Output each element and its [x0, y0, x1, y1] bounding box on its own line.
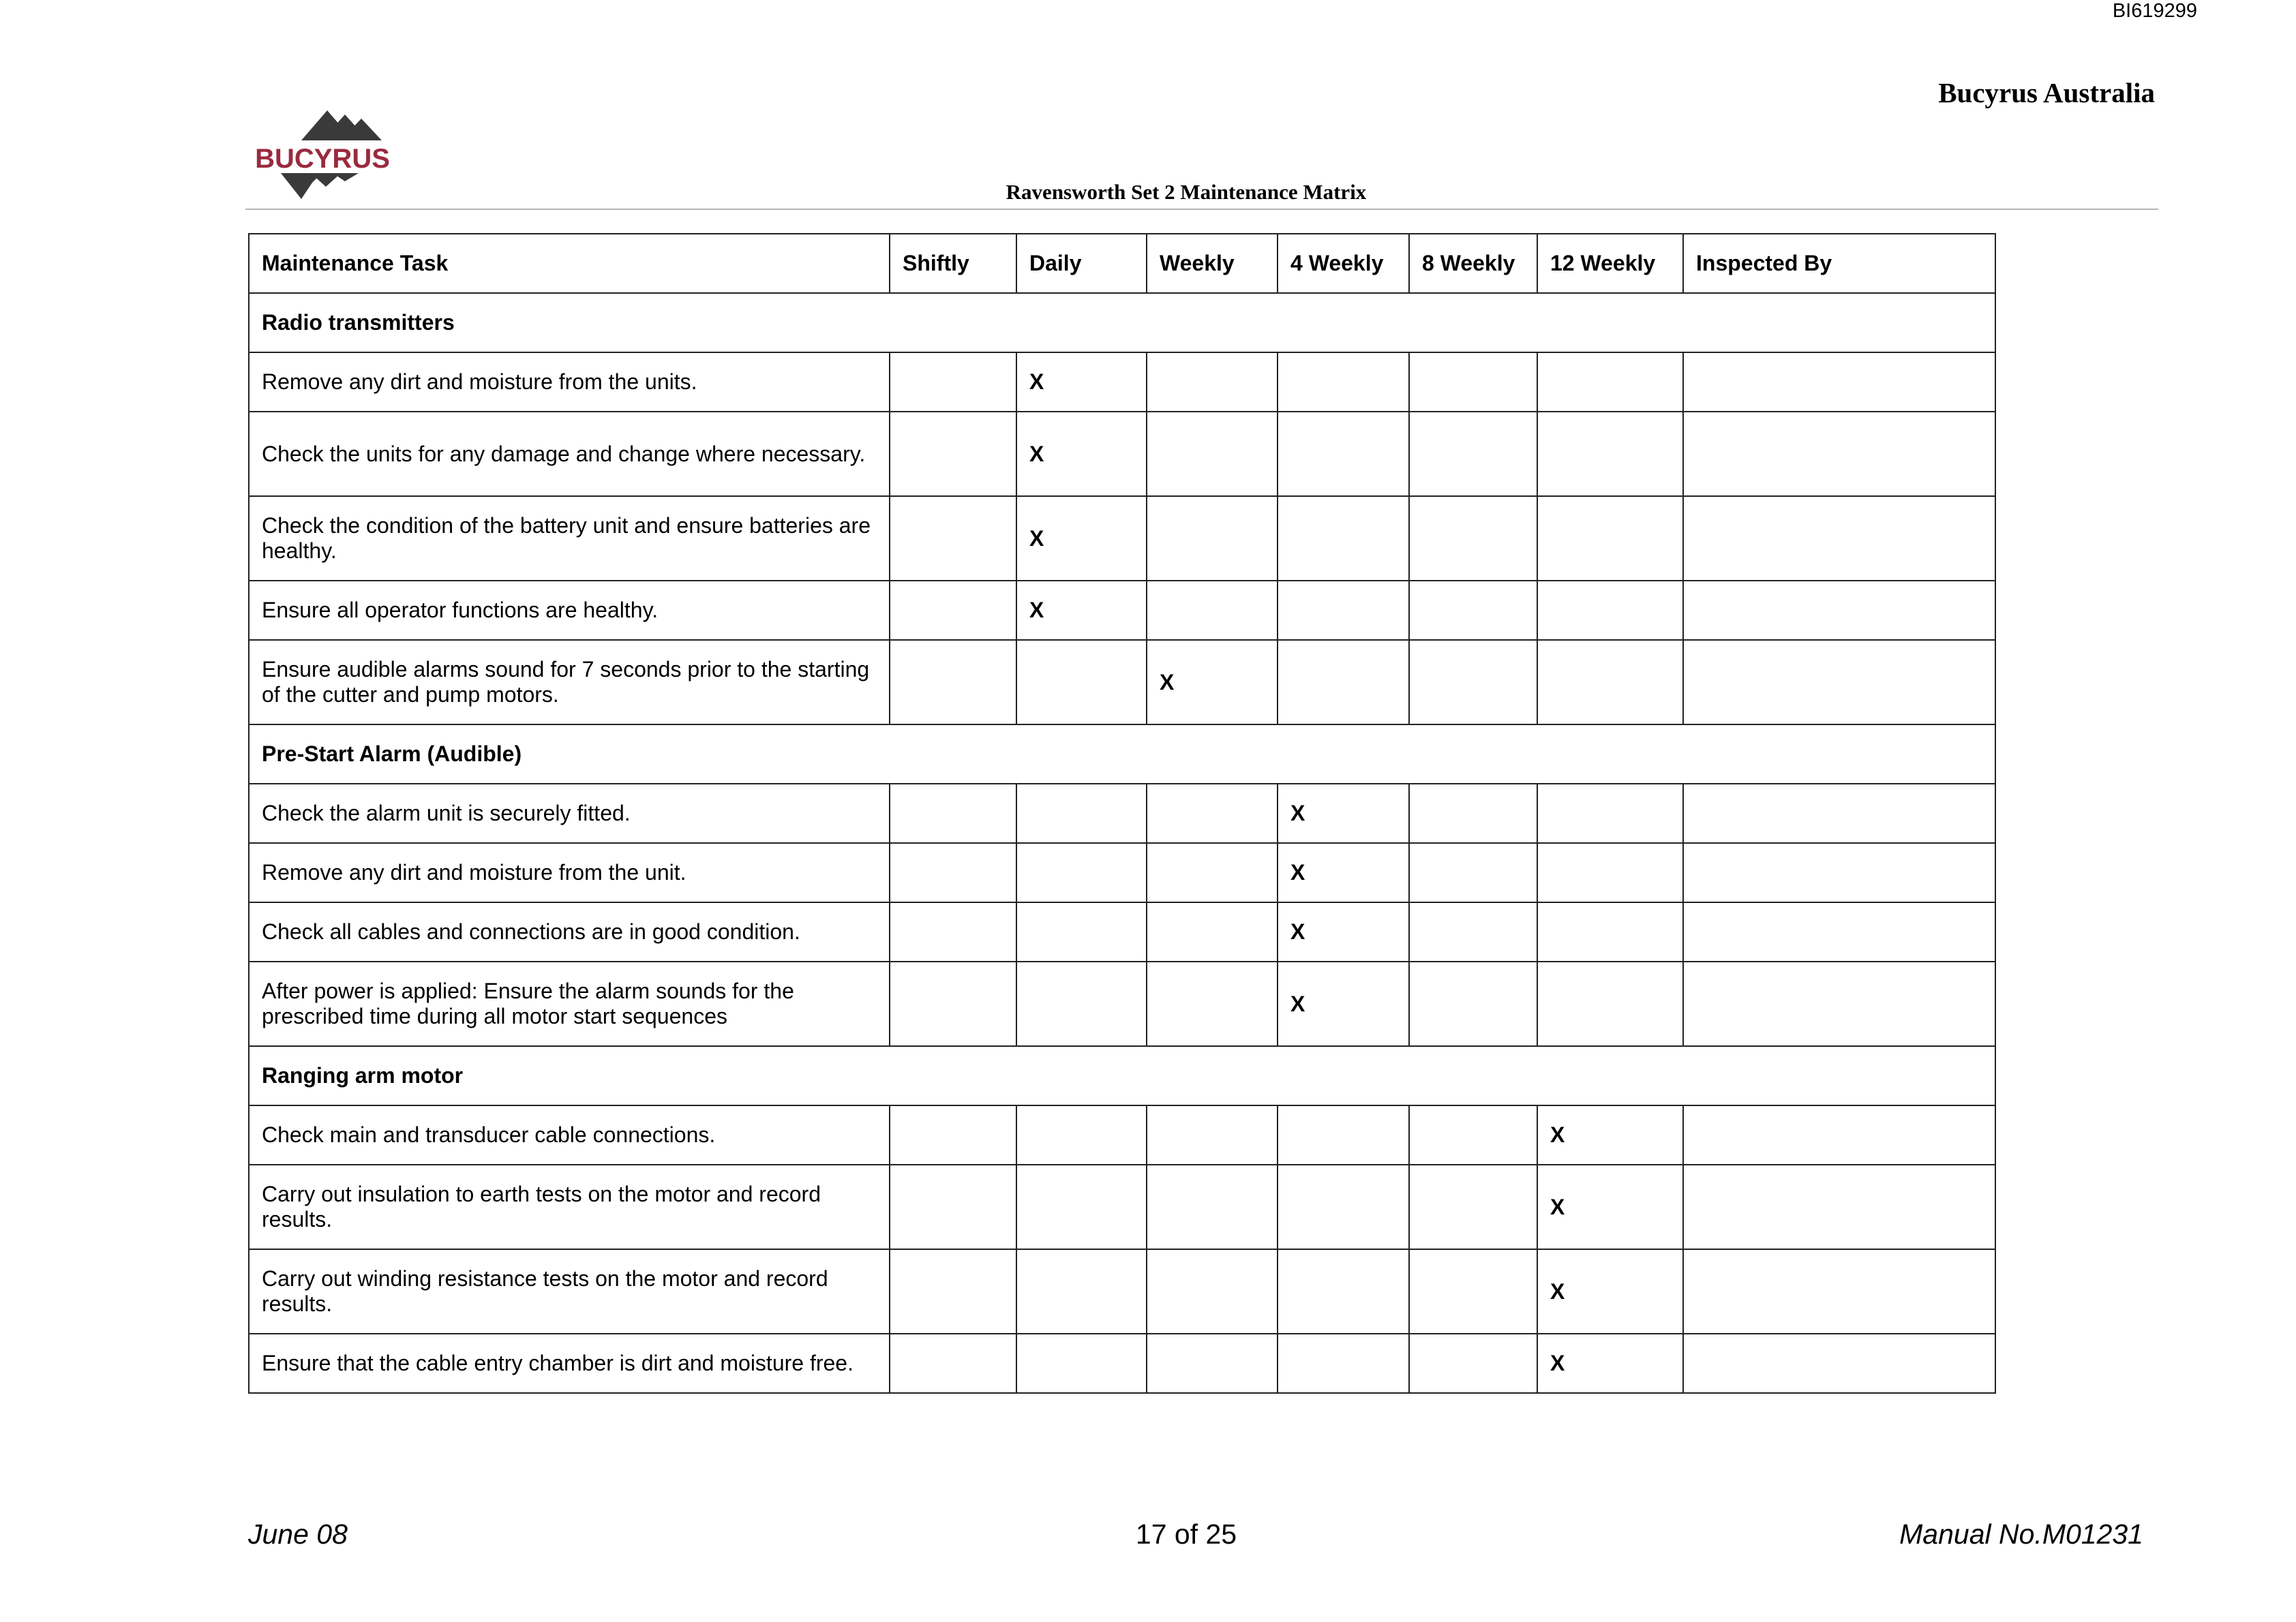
empty-cell: [1016, 1165, 1147, 1249]
frequency-mark: X: [1278, 962, 1409, 1046]
empty-cell: [1278, 496, 1409, 581]
table-body: [249, 293, 1995, 1393]
empty-cell: [1147, 902, 1278, 962]
empty-cell: [1278, 581, 1409, 640]
empty-cell: [890, 412, 1016, 496]
maintenance-matrix-table: [248, 233, 1996, 1394]
task-cell: Check main and transducer cable connections.: [249, 1105, 890, 1165]
table-row: [249, 1249, 1995, 1334]
section-title: Ranging arm motor: [249, 1046, 1995, 1105]
frequency-mark: X: [1147, 640, 1278, 724]
empty-cell: [1537, 581, 1683, 640]
empty-cell: [890, 784, 1016, 843]
empty-cell: [1016, 962, 1147, 1046]
frequency-mark: X: [1537, 1165, 1683, 1249]
task-cell: Check the condition of the battery unit and ensure batteries are healthy.: [249, 496, 890, 581]
empty-cell: [1409, 1105, 1537, 1165]
section-title: Pre-Start Alarm (Audible): [249, 724, 1995, 784]
inspected-by-cell: [1683, 962, 1995, 1046]
empty-cell: [1409, 1165, 1537, 1249]
column-header: Maintenance Task: [249, 234, 890, 293]
empty-cell: [890, 496, 1016, 581]
empty-cell: [1409, 902, 1537, 962]
empty-cell: [1278, 1334, 1409, 1393]
empty-cell: [1537, 352, 1683, 412]
task-cell: Check all cables and connections are in good condition.: [249, 902, 890, 962]
empty-cell: [1409, 496, 1537, 581]
table-row: [249, 412, 1995, 496]
task-cell: Carry out insulation to earth tests on the motor and record results.: [249, 1165, 890, 1249]
empty-cell: [1016, 902, 1147, 962]
empty-cell: [1016, 640, 1147, 724]
section-row: [249, 724, 1995, 784]
document-id: BI619299: [2112, 0, 2197, 22]
table-row: [249, 581, 1995, 640]
section-row: [249, 293, 1995, 352]
empty-cell: [890, 962, 1016, 1046]
empty-cell: [1016, 1334, 1147, 1393]
frequency-mark: X: [1537, 1334, 1683, 1393]
column-header: Shiftly: [890, 234, 1016, 293]
empty-cell: [1537, 640, 1683, 724]
empty-cell: [890, 1249, 1016, 1334]
table-header-row: [249, 234, 1995, 293]
empty-cell: [1278, 1165, 1409, 1249]
logo-wordmark: BUCYRUS: [255, 144, 390, 174]
section-row: [249, 1046, 1995, 1105]
inspected-by-cell: [1683, 902, 1995, 962]
empty-cell: [1016, 1105, 1147, 1165]
frequency-mark: X: [1537, 1105, 1683, 1165]
table-row: [249, 962, 1995, 1046]
empty-cell: [1278, 1249, 1409, 1334]
empty-cell: [1537, 496, 1683, 581]
empty-cell: [1409, 581, 1537, 640]
table-row: [249, 1334, 1995, 1393]
empty-cell: [890, 1105, 1016, 1165]
empty-cell: [1016, 1249, 1147, 1334]
empty-cell: [1409, 784, 1537, 843]
task-cell: Ensure that the cable entry chamber is dirt and moisture free.: [249, 1334, 890, 1393]
inspected-by-cell: [1683, 581, 1995, 640]
empty-cell: [1537, 412, 1683, 496]
empty-cell: [1409, 1249, 1537, 1334]
empty-cell: [1409, 1334, 1537, 1393]
empty-cell: [1147, 1165, 1278, 1249]
task-cell: After power is applied: Ensure the alarm sounds for the prescribed time during all motor start sequences: [249, 962, 890, 1046]
empty-cell: [1278, 412, 1409, 496]
footer-page-number: 17 of 25: [1135, 1518, 1237, 1550]
header-divider: [245, 209, 2158, 210]
frequency-mark: X: [1278, 843, 1409, 902]
frequency-mark: X: [1016, 412, 1147, 496]
empty-cell: [1409, 352, 1537, 412]
frequency-mark: X: [1016, 581, 1147, 640]
empty-cell: [1278, 1105, 1409, 1165]
frequency-mark: X: [1278, 784, 1409, 843]
empty-cell: [1147, 352, 1278, 412]
empty-cell: [1537, 784, 1683, 843]
column-header: 12 Weekly: [1537, 234, 1683, 293]
empty-cell: [1147, 962, 1278, 1046]
empty-cell: [1537, 843, 1683, 902]
empty-cell: [890, 1334, 1016, 1393]
frequency-mark: X: [1016, 496, 1147, 581]
task-cell: Ensure all operator functions are healthy.: [249, 581, 890, 640]
empty-cell: [890, 581, 1016, 640]
empty-cell: [1537, 902, 1683, 962]
task-cell: Remove any dirt and moisture from the unit.: [249, 843, 890, 902]
inspected-by-cell: [1683, 412, 1995, 496]
empty-cell: [1409, 640, 1537, 724]
company-name: Bucyrus Australia: [1938, 77, 2155, 108]
empty-cell: [1147, 496, 1278, 581]
empty-cell: [890, 902, 1016, 962]
empty-cell: [1147, 843, 1278, 902]
column-header: 4 Weekly: [1278, 234, 1409, 293]
empty-cell: [1147, 1105, 1278, 1165]
task-cell: Carry out winding resistance tests on the motor and record results.: [249, 1249, 890, 1334]
section-title: Radio transmitters: [249, 293, 1995, 352]
task-cell: Remove any dirt and moisture from the units.: [249, 352, 890, 412]
document-title: Ravensworth Set 2 Maintenance Matrix: [1006, 180, 1367, 204]
empty-cell: [890, 640, 1016, 724]
inspected-by-cell: [1683, 352, 1995, 412]
empty-cell: [1147, 1334, 1278, 1393]
empty-cell: [1409, 412, 1537, 496]
table-row: [249, 640, 1995, 724]
column-header: Daily: [1016, 234, 1147, 293]
table-row: [249, 352, 1995, 412]
frequency-mark: X: [1278, 902, 1409, 962]
frequency-mark: X: [1016, 352, 1147, 412]
empty-cell: [1016, 784, 1147, 843]
task-cell: Check the units for any damage and change where necessary.: [249, 412, 890, 496]
inspected-by-cell: [1683, 1165, 1995, 1249]
inspected-by-cell: [1683, 640, 1995, 724]
table-row: [249, 1105, 1995, 1165]
empty-cell: [1537, 962, 1683, 1046]
column-header: 8 Weekly: [1409, 234, 1537, 293]
footer-manual-number: Manual No.M01231: [1899, 1518, 2143, 1550]
table-row: [249, 784, 1995, 843]
empty-cell: [1278, 352, 1409, 412]
empty-cell: [1016, 843, 1147, 902]
empty-cell: [1409, 962, 1537, 1046]
inspected-by-cell: [1683, 1249, 1995, 1334]
empty-cell: [890, 352, 1016, 412]
inspected-by-cell: [1683, 1334, 1995, 1393]
empty-cell: [1147, 581, 1278, 640]
empty-cell: [1409, 843, 1537, 902]
empty-cell: [890, 1165, 1016, 1249]
table-row: [249, 843, 1995, 902]
table-row: [249, 902, 1995, 962]
empty-cell: [1147, 412, 1278, 496]
inspected-by-cell: [1683, 843, 1995, 902]
inspected-by-cell: [1683, 1105, 1995, 1165]
frequency-mark: X: [1537, 1249, 1683, 1334]
table-row: [249, 496, 1995, 581]
inspected-by-cell: [1683, 496, 1995, 581]
task-cell: Ensure audible alarms sound for 7 seconds prior to the starting of the cutter and pump motors.: [249, 640, 890, 724]
column-header: Weekly: [1147, 234, 1278, 293]
empty-cell: [890, 843, 1016, 902]
task-cell: Check the alarm unit is securely fitted.: [249, 784, 890, 843]
inspected-by-cell: [1683, 784, 1995, 843]
footer-date: June 08: [248, 1518, 348, 1550]
empty-cell: [1278, 640, 1409, 724]
empty-cell: [1147, 784, 1278, 843]
column-header: Inspected By: [1683, 234, 1995, 293]
table-row: [249, 1165, 1995, 1249]
empty-cell: [1147, 1249, 1278, 1334]
